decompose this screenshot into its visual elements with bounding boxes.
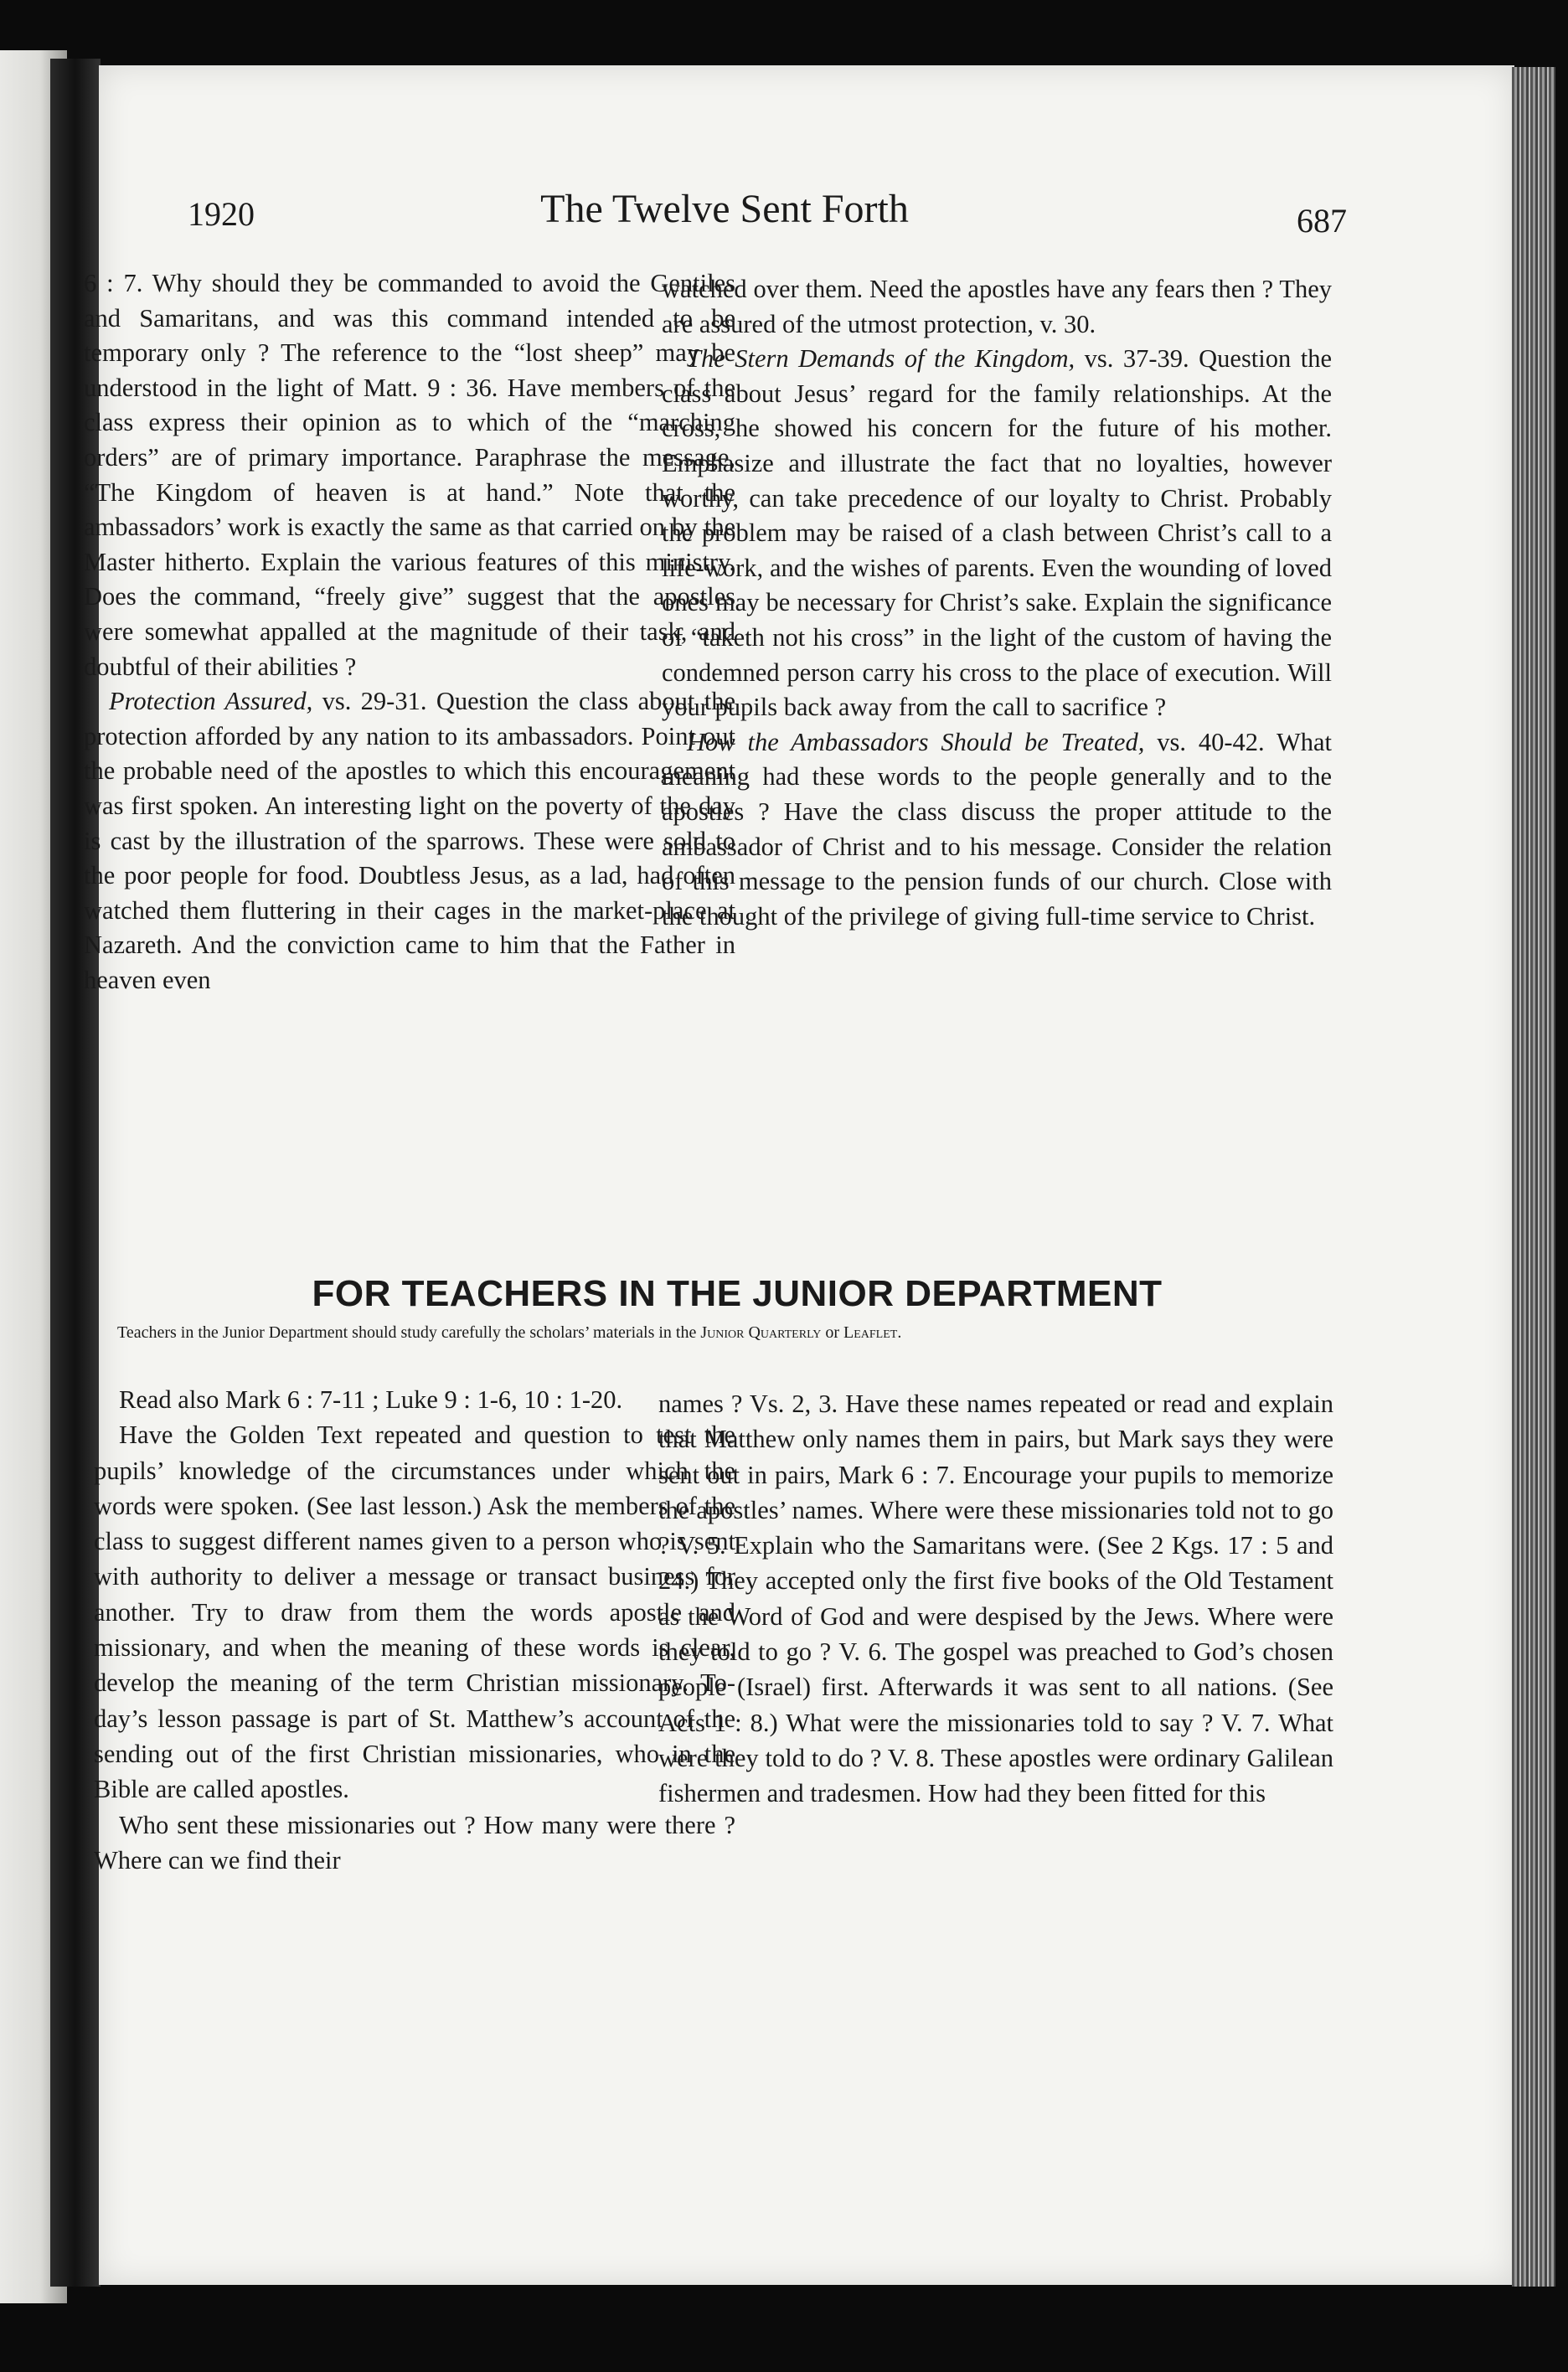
paragraph: watched over them. Need the apostles have any fears then ? They are assured of the utmost protection, v. 30. — [662, 275, 1332, 338]
junior-column-left — [94, 1382, 735, 1878]
section-note — [84, 1322, 1340, 1343]
running-title: The Twelve Sent Forth — [540, 187, 909, 231]
paragraph: 6 : 7. Why should they be commanded to avoid the Gentiles and Samaritans, and was this command intended to be temporary only ? The reference to the “lost sheep” may be understood in the light of Matt. 9 : 36. Have members of the class express their opinion as to which of the “marching orders” are of primary importance. Paraphrase the message, “The Kingdom of heaven is at hand.” Note that the ambassadors’ work is exactly the same as that carried on by the Master hitherto. Explain the various features of this ministry. Does the command, “freely give” suggest that the apostles were somewhat appalled at the magnitude of their task, and doubtful of their abilities ? — [84, 269, 735, 681]
senior-column-right — [662, 272, 1332, 934]
paragraph: Read also Mark 6 : 7-11 ; Luke 9 : 1-6, 10 : 1-20. — [119, 1385, 623, 1414]
paragraph-heading: How the Ambassadors Should be Treated, — [687, 727, 1145, 756]
paragraph-text: vs. 37-39. Question the class about Jesus’ regard for the family relationships. At the cross, he showed his concern for the future of his mother. Emphasize and illustrate the fact that no loyalties, however worthy, can take precedence of our loyalty to Christ. Probably the problem may be raised of a clash between Christ’s call to a life-work, and the wishes of parents. Even the wounding of loved ones may be necessary for Christ’s sake. Explain the significance of “taketh not his cross” in the light of the custom of having the condemned person carry his cross to the place of execution. Will your pupils back away from the call to sacrifice ? — [662, 344, 1332, 722]
note-text: Teachers in the Junior Department should study carefully the scholars’ materials in the — [117, 1323, 701, 1342]
paragraph-heading: Protection Assured, — [109, 687, 313, 716]
note-leaflet: Leaflet — [843, 1323, 898, 1342]
note-text: . — [897, 1323, 902, 1342]
running-header — [84, 187, 1347, 270]
paragraph — [84, 684, 735, 998]
header-year: 1920 — [188, 195, 255, 233]
note-quarterly: Junior Quarterly — [700, 1323, 822, 1342]
paragraph-text: vs. 40-42. What meaning had these words to the people generally and to the apostles ? Have the class discuss the proper attitude to the ambassador of Christ and to his message. Consider the relation of this message to the pension funds of our church. Close with the thought of the privilege of giving full-time service to Christ. — [662, 727, 1332, 931]
page-stack-edge — [1512, 67, 1555, 2287]
junior-column-right — [658, 1386, 1333, 1812]
paragraph — [662, 725, 1332, 935]
paragraph: Who sent these missionaries out ? How many were there ? Where can we find their — [94, 1810, 735, 1874]
senior-column-left — [84, 266, 735, 998]
page-number: 687 — [1297, 202, 1347, 240]
paragraph: names ? Vs. 2, 3. Have these names repeated or read and explain that Matthew only names them in pairs, but Mark says they were sent out in pairs, Mark 6 : 7. Encourage your pupils to memorize the apostles’ names. Where were these missionaries told not to go ? V. 5. Explain who the Samaritans were. (See 2 Kgs. 17 : 5 and 24.) They accepted only the first five books of the Old Testament as the Word of God and were despised by the Jews. Where were they told to go ? V. 6. The gospel was preached to God’s chosen people (Israel) first. Afterwards it was sent to all nations. (See Acts 1 : 8.) What were the missionaries told to say ? V. 7. What were they told to do ? V. 8. These apostles were ordinary Galilean fishermen and tradesmen. How had they been fitted for this — [658, 1390, 1333, 1808]
paragraph-text: vs. 29-31. Question the class about the protection afforded by any nation to its ambassadors. Point out the probable need of the apostles to which this encouragement was first spoken. An interesting light on the poverty of the day is cast by the illustration of the sparrows. These were sold to the poor people for food. Doubtless Jesus, as a lad, had often watched them fluttering in their cages in the market-place at Nazareth. And the conviction came to him that the Father in heaven even — [84, 687, 735, 994]
paragraph — [662, 342, 1332, 725]
section-heading: FOR TEACHERS IN THE JUNIOR DEPARTMENT — [312, 1273, 1163, 1314]
paragraph: Have the Golden Text repeated and question to test the pupils’ knowledge of the circumstances under which the words were spoken. (See last lesson.) Ask the members of the class to suggest different names given to a person who is sent with authority to deliver a message or transact business for another. Try to draw from them the words apostle and missionary, and when the meaning of these words is clear, develop the meaning of the term Christian missionary. To-day’s lesson passage is part of St. Matthew’s account of the sending out of the first Christian missionaries, who in the Bible are called apostles. — [94, 1421, 735, 1804]
paragraph-heading: The Stern Demands of the Kingdom, — [687, 344, 1075, 374]
note-text: or — [821, 1323, 844, 1342]
